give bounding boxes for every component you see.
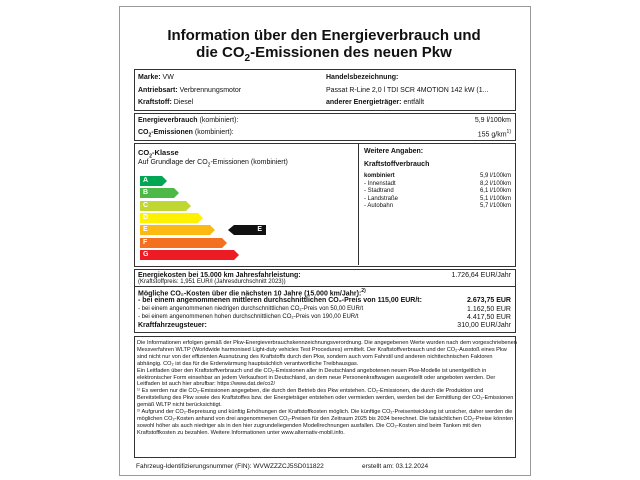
- footnotes: [137, 340, 517, 437]
- co2-emissions-value: 155 $g/km^{1)}$: [477, 129, 511, 139]
- title-line-1: Information über den Energieverbrauch und: [167, 27, 481, 44]
- co2-class-bar-c: [140, 201, 186, 211]
- co2-class-letter: G: [143, 250, 149, 258]
- fuel-row-label: - Landstraße: [364, 195, 399, 202]
- co2-cost-mid-value: 2.673,75 EUR: [467, 297, 511, 304]
- trade-name-value: Passat R-Line 2,0 l TDI SCR 4MOTION 142 kW (1...: [326, 87, 489, 94]
- co2-cost-high-value: 4.417,50 EUR: [467, 314, 511, 321]
- co2-class-letter: C: [143, 201, 149, 209]
- created-row: erstellt am: 03.12.2024: [362, 463, 429, 470]
- co2-class-bar-a: [140, 176, 162, 186]
- co2-class-bar-f: [140, 238, 222, 248]
- co2-class-letter: D: [143, 213, 149, 221]
- footnote-guide: Ein Leitfaden über den Kraftstoffverbrauch und die CO₂-Emissionen aller in Deutschland angebotenen neuen Pkw-Modelle ist unentgeltlich in elektronischer Form einsehbar an jedem Verkaufsort in Deutschland, an dem neue Personenkraftwagen ausgestellt oder angeboten werden. Der Leitfaden ist auch hier abrufbar: https://www.dat.de/co2/: [137, 367, 496, 388]
- co2-cost-mid-label: - bei einem angenommenen mittleren durchschnittlichen CO₂-Preis von 115,00 EUR/t:: [138, 297, 422, 304]
- fuel-row-label: - Stadtrand: [364, 188, 394, 194]
- co2-class-bar-g: [140, 250, 234, 260]
- co2-cost-low-value: 1.162,50 EUR: [467, 306, 511, 313]
- fuel-row-value: 5,1 l/100km: [479, 195, 511, 202]
- co2-class-bar-e: [140, 225, 210, 235]
- co2-costs-label: Mögliche CO₂-Kosten über die nächsten 10 Jahre (15.000 km/Jahr):$^{2)}$: [138, 288, 366, 298]
- fuel-row-label: - Innenstadt: [364, 180, 396, 187]
- co2-cost-high-label: - bei einem angenommenen hohen durchschnittlichen CO₂-Preis von 190,00 EUR/t: [138, 314, 359, 320]
- fuel-row: Kraftstoff: Diesel: [138, 99, 194, 106]
- co2-class-subheading: Auf Grundlage der $CO_2$-Emissionen (kombiniert): [138, 159, 288, 169]
- energy-costs-label: Energiekosten bei 15.000 km Jahresfahrleistung:: [138, 272, 301, 279]
- vehicle-tax-value: 310,00 EUR/Jahr: [457, 322, 511, 329]
- vehicle-tax-label: Kraftfahrzeugsteuer:: [138, 322, 207, 329]
- footnote-1: ¹⁾ Es werden nur die CO₂-Emissionen angegeben, die durch den Betrieb des Pkw entstehen. CO₂-Emissionen, die durch die Produktion und Bereitstellung des Pkw sowie des Kraftstoffes bzw. der Energieträger entstehen oder vermieden werden, werden bei der Ermittlung der CO₂-Emissionen gemäß WLTP nicht berücksichtigt.: [137, 388, 514, 409]
- energy-consumption-label: Energieverbrauch (kombiniert):: [138, 117, 239, 124]
- footnote-intro: Die Informationen erfolgen gemäß der Pkw-Energieverbrauchskennzeichnungsverordnung. Die angegebenen Werte wurden nach dem vorgeschriebenen Messverfahren WLTP (Worldwide harmonised Light-duty vehicles Test Procedures) ermittelt. Der Kraftstoffverbrauch und der CO₂-Ausstoß eines Pkw sind nicht nur von der effizienten Ausnutzung des Kraftstoffs durch den Pkw, sondern auch vom Fahrstil und anderen nichttechnischen Faktoren abhängig. CO₂ ist das für die Erderwärmung hauptsächlich verantwortliche Treibhausgas.: [137, 340, 517, 367]
- fuel-row-label: kombiniert: [364, 173, 395, 179]
- current-class-marker: E: [234, 225, 266, 235]
- co2-class-letter: A: [143, 177, 149, 184]
- co2-cost-low-label: - bei einem angenommenen niedrigen durchschnittlichen CO₂-Preis von 50,00 EUR/t: [138, 306, 364, 312]
- fuel-row-value: 5,7 l/100km: [479, 203, 511, 209]
- co2-class-heading: $CO_2$-Klasse: [138, 148, 179, 160]
- page-title: [119, 27, 529, 67]
- energy-costs-value: 1.726,64 EUR/Jahr: [451, 272, 511, 279]
- footnote-2: ²⁾ Aufgrund der CO₂-Bepreisung und künftig Erhöhungen der Kraftstoffkosten möglich. Die künftige CO₂-Preisentwicklung ist unsicher, daher werden die möglichen CO₂-Kosten anhand von drei angenommenen CO₂-Preisen für den Zeitraum 2025 bis 2034 berechnet. Die tatsächlichen CO₂-Preise könnten sowohl höher als auch niedriger als in den hier zugrundeliegenden Modellrechnungen ausfallen. Die CO₂-Kosten sind beim Tanken mit den Kraftstoffkosten zu bezahlen. Weitere Informationen unter www.alternativ-mobil.info.: [137, 409, 514, 436]
- further-info-heading: Weitere Angaben:: [364, 148, 424, 155]
- fuel-row-value: 5,9 l/100km: [479, 173, 511, 179]
- drive-row: Antriebsart: Verbrennungsmotor: [138, 87, 242, 94]
- other-energy-row: anderer Energieträger: entfällt: [326, 99, 425, 106]
- fuel-row-label: - Autobahn: [364, 203, 394, 209]
- co2-emissions-label: $CO_2$-Emissionen (kombiniert):: [138, 129, 234, 139]
- co2-class-divider: [358, 143, 359, 265]
- trade-name-label: Handelsbezeichnung:: [326, 74, 399, 81]
- fuel-consumption-heading: Kraftstoffverbrauch: [364, 161, 430, 168]
- title-line-2: die $CO_2$-Emissionen des neuen Pkw: [196, 44, 452, 64]
- co2-class-bar-b: [140, 188, 174, 198]
- make-row: Marke: VW: [138, 74, 174, 81]
- co2-class-bar-d: [140, 213, 198, 223]
- fuel-row-value: 6,1 l/100km: [479, 188, 511, 194]
- co2-class-letter: F: [143, 238, 148, 246]
- energy-consumption-value: 5,9 l/100km: [474, 117, 511, 124]
- co2-class-letter: B: [143, 189, 149, 197]
- fuel-price-note: (Kraftstoffpreis: 1,951 EUR/l (Jahresdurchschnitt 2023)): [138, 279, 286, 285]
- vin-row: Fahrzeug-Identifizierungsnummer (FIN): WVWZZZCJ5SD011822: [136, 463, 324, 470]
- co2-class-letter: E: [143, 226, 148, 234]
- fuel-row-value: 8,2 l/100km: [479, 180, 511, 187]
